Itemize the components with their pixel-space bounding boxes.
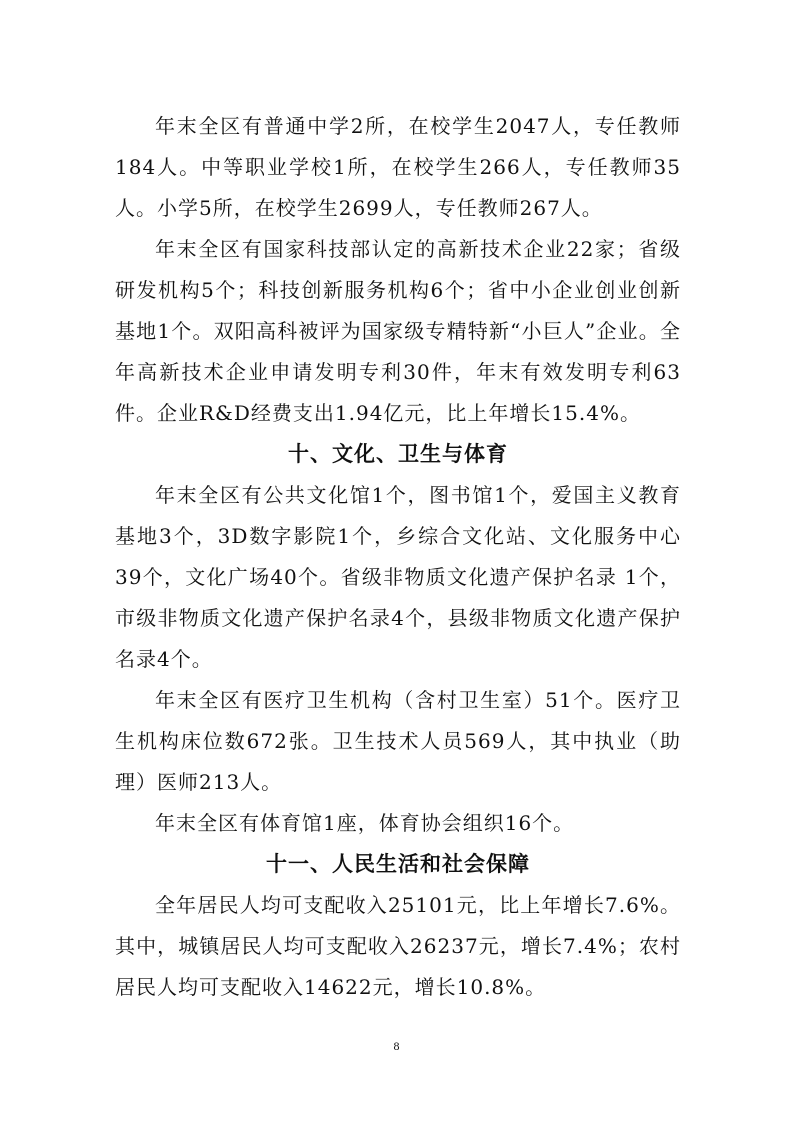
paragraph-income: 全年居民人均可支配收入25101元，比上年增长7.6%。其中，城镇居民人均可支配收入26237元，增长7.4%；农村居民人均可支配收入14622元，增长10.8%。 [115,893,681,999]
paragraph-sports: 年末全区有体育馆1座，体育协会组织16个。 [155,811,575,835]
document-body [115,106,681,1008]
paragraph-health: 年末全区有医疗卫生机构（含村卫生室）51个。医疗卫生机构床位数672张。卫生技术人员569人，其中执业（助理）医师213人。 [115,688,681,794]
paragraph-technology: 年末全区有国家科技部认定的高新技术企业22家；省级研发机构5个；科技创新服务机构6个；省中小企业创业创新基地1个。双阳高科被评为国家级专精特新“小巨人”企业。全年高新技术企业申请发明专利30件，年末有效发明专利63件。企业R&D经费支出1.94亿元，比上年增长15.4%。 [115,237,681,425]
page-number: 8 [393,1039,400,1053]
paragraph-culture: 年末全区有公共文化馆1个，图书馆1个，爱国主义教育基地3个，3D数字影院1个，乡综合文化站、文化服务中心39个，文化广场40个。省级非物质文化遗产保护名录 1个，市级非物质文化遗产保护名录4个，县级非物质文化遗产保护名录4个。 [115,483,681,671]
section-title-living-security: 十一、人民生活和社会保障 [266,852,530,876]
section-title-culture-health-sports: 十、文化、卫生与体育 [288,442,508,466]
paragraph-schools: 年末全区有普通中学2所，在校学生2047人，专任教师184人。中等职业学校1所，在校学生266人，专任教师35人。小学5所，在校学生2699人，专任教师267人。 [115,114,681,220]
